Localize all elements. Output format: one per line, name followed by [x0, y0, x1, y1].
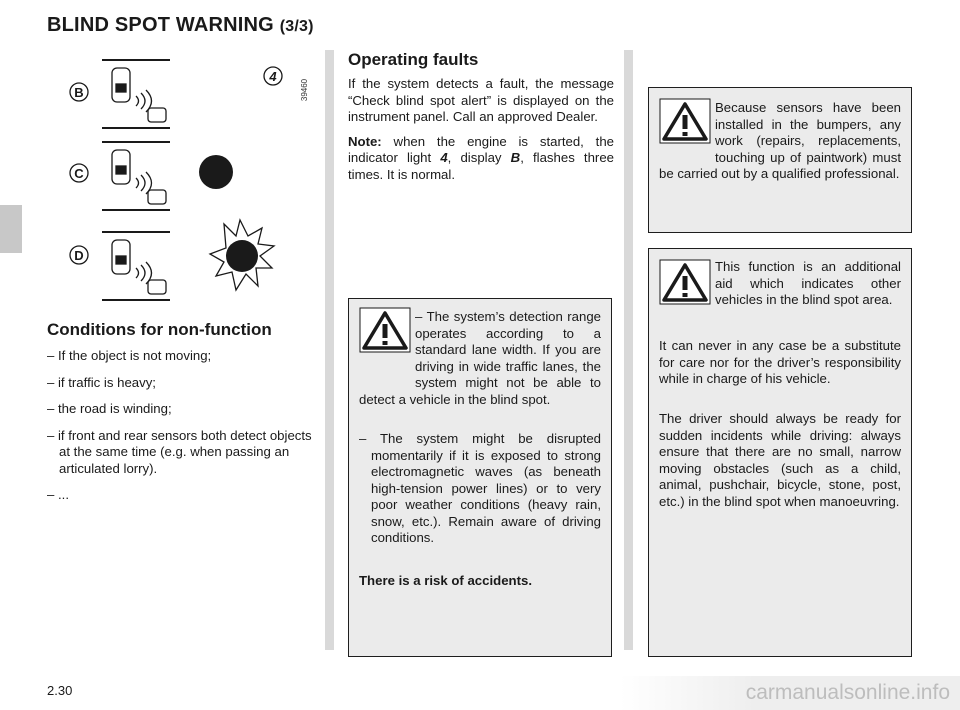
list-item: – if front and rear sensors both detect objects at the same time (e.g. when passing an articulated lorry). [47, 427, 312, 476]
list-item: – If the object is not moving; [47, 348, 212, 363]
conditions-list [47, 348, 312, 504]
figure-label-b: B [74, 85, 84, 100]
faults-heading: Operating faults [348, 50, 479, 69]
column-divider [624, 50, 633, 650]
figure-label-c: C [74, 166, 84, 181]
faults-note: Note: when the engine is started, the indicator light 4, display B, flashes three times. It is normal. [348, 133, 614, 182]
column-divider [325, 50, 334, 650]
warning-item-2: – The system might be disrupted momentarily if it is exposed to strong electromagnetic waves (as beneath high-tension power lines) or to very poor weather conditions (heavy rain, snow, etc.). Remain aware of driving conditions. [359, 431, 601, 545]
list-item: – if traffic is heavy; [47, 374, 156, 390]
warning-risk: There is a risk of accidents. [359, 573, 532, 588]
function-para-1: This function is an additional aid which indicates other vehicles in the blind spot area. [715, 259, 901, 307]
blind-spot-figure [60, 50, 325, 312]
function-para-2: It can never in any case be a substitute for care nor for the driver’s responsibility while in charge of his vehicle. [659, 338, 901, 386]
chapter-tab [0, 205, 22, 253]
page-title: BLIND SPOT WARNING (3/3) [47, 14, 314, 36]
page-number: 2.30 [47, 683, 73, 698]
watermark: carmanualsonline.info [620, 676, 960, 710]
image-code: 39460 [300, 78, 309, 102]
indicator-light-flashing-icon [226, 240, 258, 272]
faults-body: If the system detects a fault, the message “Check blind spot alert” is displayed on the instrument panel. Call an approved Dealer. [348, 76, 614, 124]
blind-spot-diagram [60, 50, 325, 312]
warning-box-center [348, 298, 612, 657]
list-item: – ... [47, 487, 69, 502]
indicator-light-icon [199, 155, 233, 189]
warning-box-sensors [648, 87, 912, 233]
function-para-3: The driver should always be ready for sudden incidents while driving: always ensure that there are no small, narrow moving obstacles (such as a child, animal, pushchair, bicycle, stone, post, etc.) in the blind spot when manoeuvring. [659, 411, 901, 509]
conditions-section [47, 320, 312, 514]
faults-section [348, 50, 614, 183]
sensors-warning-text: Because sensors have been installed in the bumpers, any work (repairs, replacements, touching up of paintwork) must be carried out by a qualified professional. [659, 100, 901, 181]
conditions-heading: Conditions for non-function [47, 320, 272, 339]
figure-label-4: 4 [269, 69, 277, 84]
warning-item-1: – The system’s detection range operates according to a standard lane width. If you are driving in wide traffic lanes, the system might not be able to detect a vehicle in the blind spot. [359, 309, 601, 407]
list-item: – the road is winding; [47, 401, 172, 416]
figure-label-d: D [74, 248, 84, 263]
warning-box-function [648, 248, 912, 657]
